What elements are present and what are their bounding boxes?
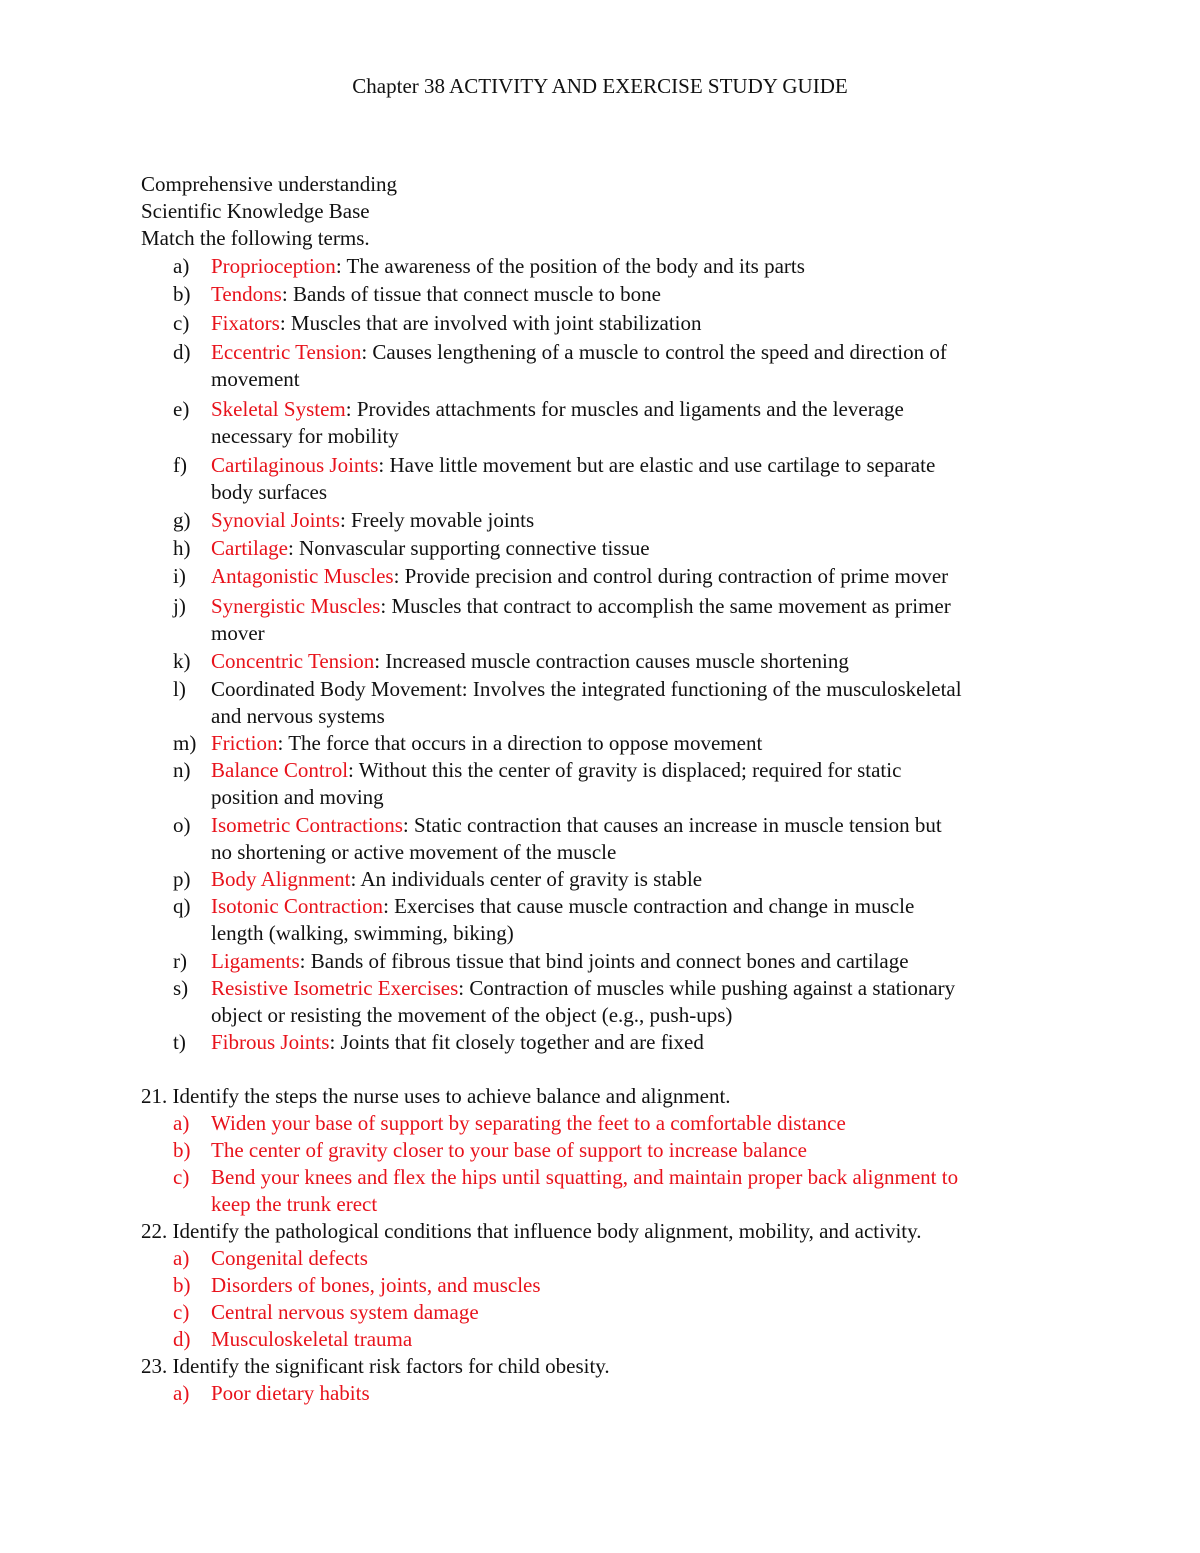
answer-marker: c) <box>173 1165 190 1189</box>
answer-body <box>211 1326 1071 1353</box>
definition: : Contraction of muscles while pushing against a stationary <box>458 976 956 1000</box>
item-body <box>211 648 1071 675</box>
definition-continued: no shortening or active movement of the muscle <box>211 840 617 864</box>
item-line <box>211 676 1071 703</box>
item-line <box>211 507 1071 534</box>
definition: : Joints that fit closely together and are fixed <box>329 1030 704 1054</box>
definition: : Bands of fibrous tissue that bind joints and connect bones and cartilage <box>299 949 909 973</box>
question-number: 22. <box>141 1219 168 1243</box>
item-body <box>211 757 1071 811</box>
definition-continued: position and moving <box>211 785 384 809</box>
term: Resistive Isometric Exercises <box>211 976 459 1000</box>
answer-line: Widen your base of support by separating the feet to a comfortable distance <box>211 1111 846 1135</box>
item-marker: s) <box>173 976 189 1000</box>
definition: : Have little movement but are elastic and use cartilage to separate <box>378 453 936 477</box>
page-title: Chapter 38 ACTIVITY AND EXERCISE STUDY GUIDE <box>352 74 848 98</box>
term: Isotonic Contraction <box>211 894 384 918</box>
question <box>141 1353 610 1380</box>
definition-continued: length (walking, swimming, biking) <box>211 921 514 945</box>
answer-marker: a) <box>173 1111 190 1135</box>
item-body <box>211 281 1071 308</box>
question-text: Identify the pathological conditions that influence body alignment, mobility, and activity. <box>167 1219 922 1243</box>
question-text: Identify the steps the nurse uses to achieve balance and alignment. <box>167 1084 731 1108</box>
question-number: 23. <box>141 1354 168 1378</box>
item-body <box>211 948 1071 975</box>
item-body <box>211 893 1071 947</box>
item-marker: p) <box>173 867 191 891</box>
answer-line: The center of gravity closer to your base of support to increase balance <box>211 1138 807 1162</box>
item-marker: e) <box>173 397 190 421</box>
definition: : Muscles that are involved with joint stabilization <box>279 311 702 335</box>
item-marker: k) <box>173 649 191 673</box>
item-line <box>211 730 1071 757</box>
term: Eccentric Tension <box>211 340 362 364</box>
answer-marker: d) <box>173 1327 191 1351</box>
item-body <box>211 535 1071 562</box>
definition: : Without this the center of gravity is displaced; required for static <box>348 758 902 782</box>
term: Proprioception <box>211 254 336 278</box>
item-body <box>211 593 1071 647</box>
item-line <box>211 339 1071 366</box>
term: Cartilaginous Joints <box>211 453 379 477</box>
item-line <box>211 452 1071 479</box>
term: Body Alignment <box>211 867 351 891</box>
term: Skeletal System <box>211 397 346 421</box>
answer-body <box>211 1164 1071 1218</box>
definition-continued: mover <box>211 621 265 645</box>
answer-body <box>211 1299 1071 1326</box>
item-line <box>211 281 1071 308</box>
item-body <box>211 676 1071 730</box>
term: Ligaments <box>211 949 300 973</box>
definition: : Provides attachments for muscles and ligaments and the leverage <box>345 397 904 421</box>
answer-marker: c) <box>173 1300 190 1324</box>
item-marker: f) <box>173 453 187 477</box>
item-marker: j) <box>173 594 186 618</box>
item-marker: h) <box>173 536 191 560</box>
answer-marker: a) <box>173 1246 190 1270</box>
answer-line: Poor dietary habits <box>211 1381 370 1405</box>
term: Synergistic Muscles <box>211 594 381 618</box>
term: Concentric Tension <box>211 649 375 673</box>
item-body <box>211 396 1071 450</box>
definition: : Static contraction that causes an increase in muscle tension but <box>402 813 942 837</box>
definition: : Increased muscle contraction causes muscle shortening <box>374 649 849 673</box>
item-marker: l) <box>173 677 186 701</box>
item-line <box>211 253 1071 280</box>
item-marker: b) <box>173 282 191 306</box>
instructions: Match the following terms. <box>141 226 370 250</box>
item-line <box>211 757 1071 784</box>
section-heading: Comprehensive understanding <box>141 172 398 196</box>
definition: : Freely movable joints <box>339 508 535 532</box>
item-body <box>211 507 1071 534</box>
answer-line: Central nervous system damage <box>211 1300 479 1324</box>
answer-body <box>211 1245 1071 1272</box>
answer-body <box>211 1110 1071 1137</box>
item-marker: t) <box>173 1030 186 1054</box>
definition-continued: necessary for mobility <box>211 424 399 448</box>
item-marker: d) <box>173 340 191 364</box>
answer-line: Disorders of bones, joints, and muscles <box>211 1273 541 1297</box>
item-body <box>211 975 1071 1029</box>
term: Isometric Contractions <box>211 813 403 837</box>
term: Balance Control <box>211 758 349 782</box>
item-body <box>211 452 1071 506</box>
definition: : Bands of tissue that connect muscle to bone <box>281 282 661 306</box>
definition-continued: and nervous systems <box>211 704 385 728</box>
item-body <box>211 310 1071 337</box>
definition-continued: body surfaces <box>211 480 328 504</box>
item-marker: r) <box>173 949 187 973</box>
section-subheading: Scientific Knowledge Base <box>141 199 370 223</box>
definition-continued: movement <box>211 367 300 391</box>
definition-continued: object or resisting the movement of the object (e.g., push-ups) <box>211 1003 733 1027</box>
answer-body <box>211 1272 1071 1299</box>
item-body <box>211 866 1071 893</box>
definition: : The force that occurs in a direction to oppose movement <box>277 731 763 755</box>
definition: : Causes lengthening of a muscle to control the speed and direction of <box>361 340 947 364</box>
definition: : Provide precision and control during contraction of prime mover <box>393 564 949 588</box>
answer-marker: b) <box>173 1273 191 1297</box>
item-marker: m) <box>173 731 197 755</box>
item-line <box>211 1029 1071 1056</box>
item-line <box>211 893 1071 920</box>
answer-body <box>211 1137 1071 1164</box>
item-body <box>211 1029 1071 1056</box>
item-line <box>211 866 1071 893</box>
item-body <box>211 812 1071 866</box>
item-marker: q) <box>173 894 191 918</box>
item-body <box>211 563 1071 590</box>
term: Synovial Joints <box>211 508 340 532</box>
item-line <box>211 310 1071 337</box>
term: Fibrous Joints <box>211 1030 330 1054</box>
term: Friction <box>211 731 278 755</box>
item-marker: a) <box>173 254 190 278</box>
definition: : Nonvascular supporting connective tissue <box>287 536 650 560</box>
item-marker: n) <box>173 758 191 782</box>
definition: : The awareness of the position of the body and its parts <box>335 254 805 278</box>
question <box>141 1083 731 1110</box>
item-marker: o) <box>173 813 191 837</box>
term: Tendons <box>211 282 282 306</box>
item-marker: c) <box>173 311 190 335</box>
item-body <box>211 339 1071 393</box>
answer-line: Musculoskeletal trauma <box>211 1327 413 1351</box>
question <box>141 1218 922 1245</box>
definition: : An individuals center of gravity is stable <box>350 867 703 891</box>
item-line <box>211 648 1071 675</box>
answer-body <box>211 1380 1071 1407</box>
definition: : Muscles that contract to accomplish the same movement as primer <box>380 594 951 618</box>
question-text: Identify the significant risk factors for child obesity. <box>167 1354 610 1378</box>
item-line <box>211 948 1071 975</box>
question-number: 21. <box>141 1084 168 1108</box>
answer-marker: b) <box>173 1138 191 1162</box>
item-line <box>211 593 1071 620</box>
item-marker: i) <box>173 564 186 588</box>
item-marker: g) <box>173 508 191 532</box>
answer-line: Congenital defects <box>211 1246 368 1270</box>
definition: : Exercises that cause muscle contraction and change in muscle <box>383 894 915 918</box>
answer-line-continued: keep the trunk erect <box>211 1192 378 1216</box>
definition: Coordinated Body Movement: Involves the integrated functioning of the musculoskeletal <box>211 677 962 701</box>
answer-marker: a) <box>173 1381 190 1405</box>
term: Antagonistic Muscles <box>211 564 394 588</box>
item-line <box>211 975 1071 1002</box>
item-body <box>211 730 1071 757</box>
item-line <box>211 563 1071 590</box>
item-line <box>211 812 1071 839</box>
term: Cartilage <box>211 536 288 560</box>
term: Fixators <box>211 311 280 335</box>
item-body <box>211 253 1071 280</box>
answer-line: Bend your knees and flex the hips until squatting, and maintain proper back alignment to <box>211 1165 959 1189</box>
item-line <box>211 535 1071 562</box>
item-line <box>211 396 1071 423</box>
